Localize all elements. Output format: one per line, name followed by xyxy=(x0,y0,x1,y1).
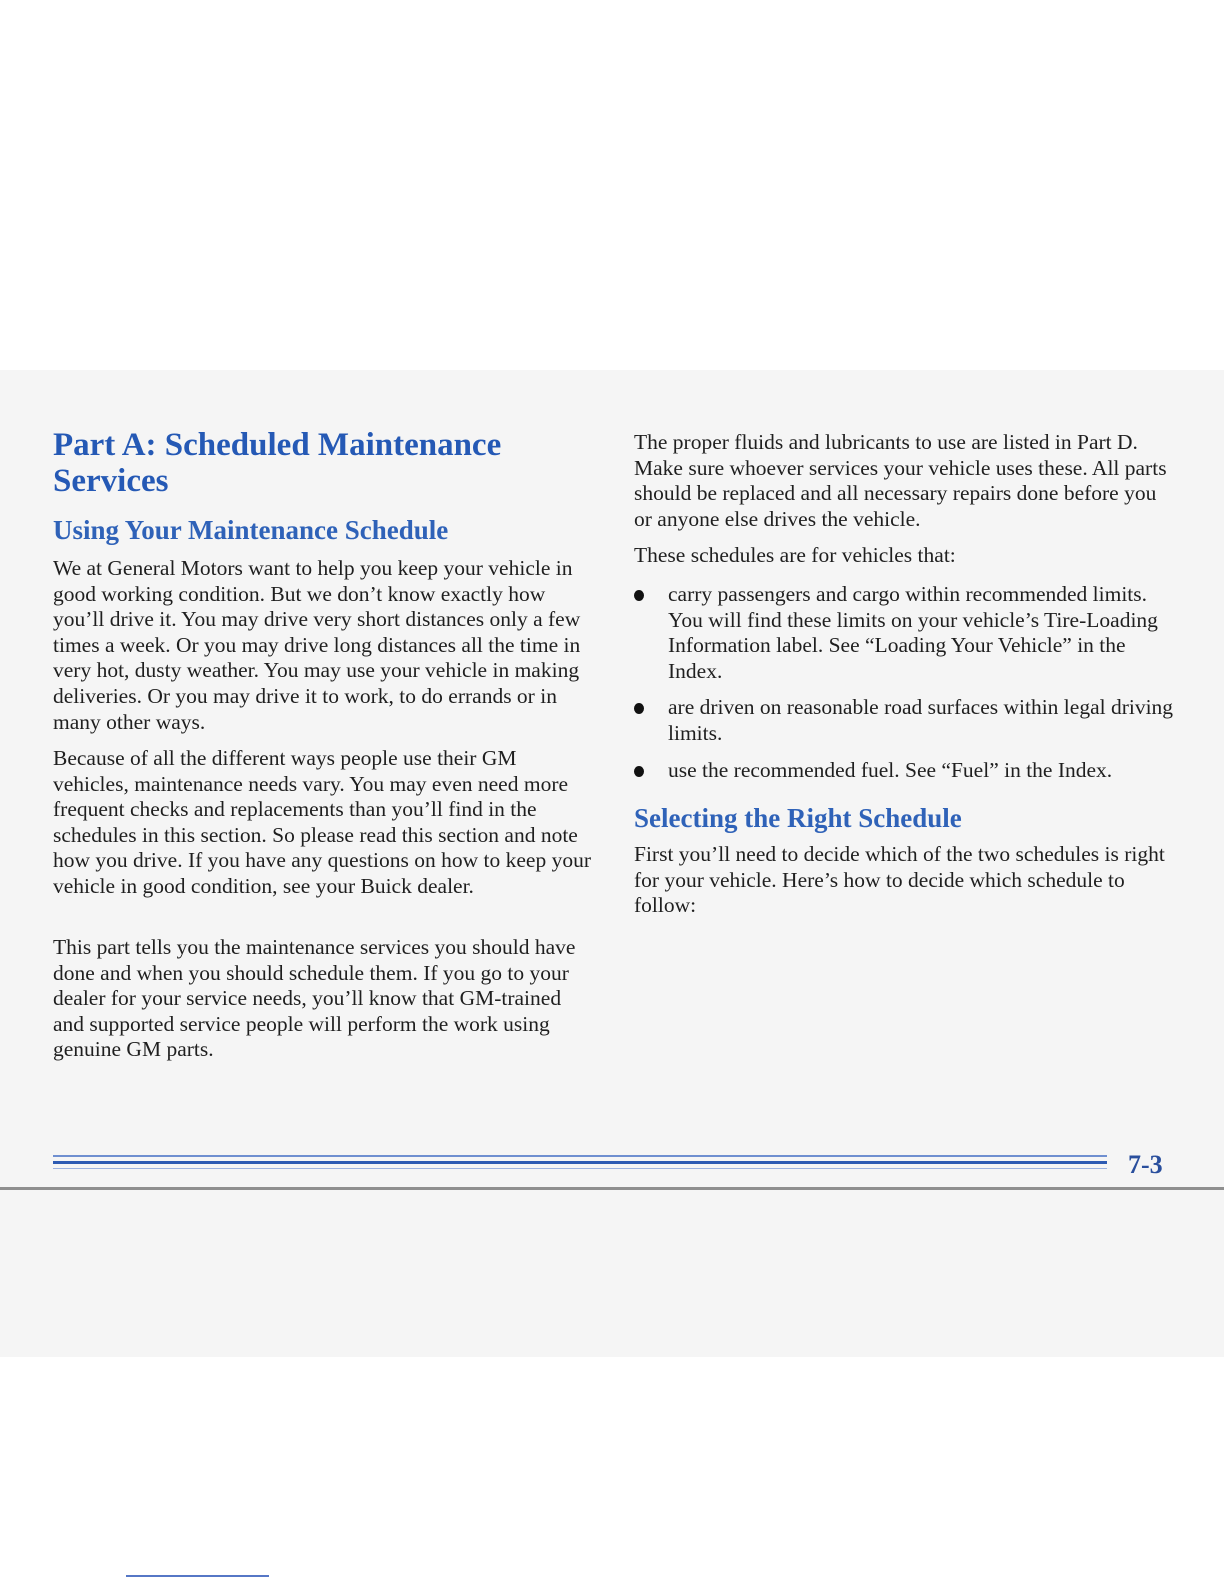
bottom-underline-mark xyxy=(126,1575,269,1577)
page-bottom-edge xyxy=(0,1187,1224,1190)
list-item-text: carry passengers and cargo within recommended limits. You will find these limits on your vehicle’s Tire-Loading Information label. See “Loading Your Vehicle” in the Index. xyxy=(668,582,1158,683)
bullet-icon xyxy=(634,590,644,601)
section-heading-using-schedule: Using Your Maintenance Schedule xyxy=(53,515,449,545)
footer-rule-main xyxy=(53,1161,1107,1164)
footer-rule-top xyxy=(53,1155,1107,1157)
left-paragraph-1: We at General Motors want to help you keep your vehicle in good working condition. But we don’t know exactly how you’ll drive it. You may drive very short distances only a few times a week. Or you may drive long distances all the time in very hot, dusty weather. You may use your vehicle in making deliveries. Or you may drive it to work, to do errands or in many other ways. xyxy=(53,556,581,734)
bullet-icon xyxy=(634,703,644,714)
list-item-text: are driven on reasonable road surfaces within legal driving limits. xyxy=(668,695,1174,745)
list-item xyxy=(634,582,1179,684)
left-paragraph-2: Because of all the different ways people use their GM vehicles, maintenance needs vary. You may even need more frequent checks and replacements than you’ll find in the schedules in this section. So please read this section and note how you drive. If you have any questions on how to keep your vehicle in good condition, see your Buick dealer. xyxy=(53,746,591,898)
vehicle-criteria-list xyxy=(634,582,1179,794)
list-item xyxy=(634,695,1179,746)
list-item xyxy=(634,758,1179,784)
right-intro-paragraph: The proper fluids and lubricants to use are listed in Part D. Make sure whoever services your vehicle uses these. All parts should be replaced and all necessary repairs done before you or anyone else drives the vehicle. xyxy=(634,430,1167,531)
page-title: Part A: Scheduled Maintenance Services xyxy=(53,427,502,499)
right-lead-in: These schedules are for vehicles that: xyxy=(634,543,956,567)
section-heading-selecting-schedule: Selecting the Right Schedule xyxy=(634,803,962,833)
page-number: 7-3 xyxy=(1128,1150,1163,1179)
footer-rule-bottom xyxy=(53,1168,1107,1169)
bullet-icon xyxy=(634,766,644,777)
right-closing-paragraph: First you’ll need to decide which of the two schedules is right for your vehicle. Here’s how to decide which schedule to follow: xyxy=(634,842,1165,918)
list-item-text: use the recommended fuel. See “Fuel” in the Index. xyxy=(668,757,1113,782)
left-paragraph-3: This part tells you the maintenance services you should have done and when you should schedule them. If you go to your dealer for your service needs, you’ll know that GM-trained and supported service people will perform the work using genuine GM parts. xyxy=(53,935,576,1062)
manual-page xyxy=(0,370,1224,1357)
